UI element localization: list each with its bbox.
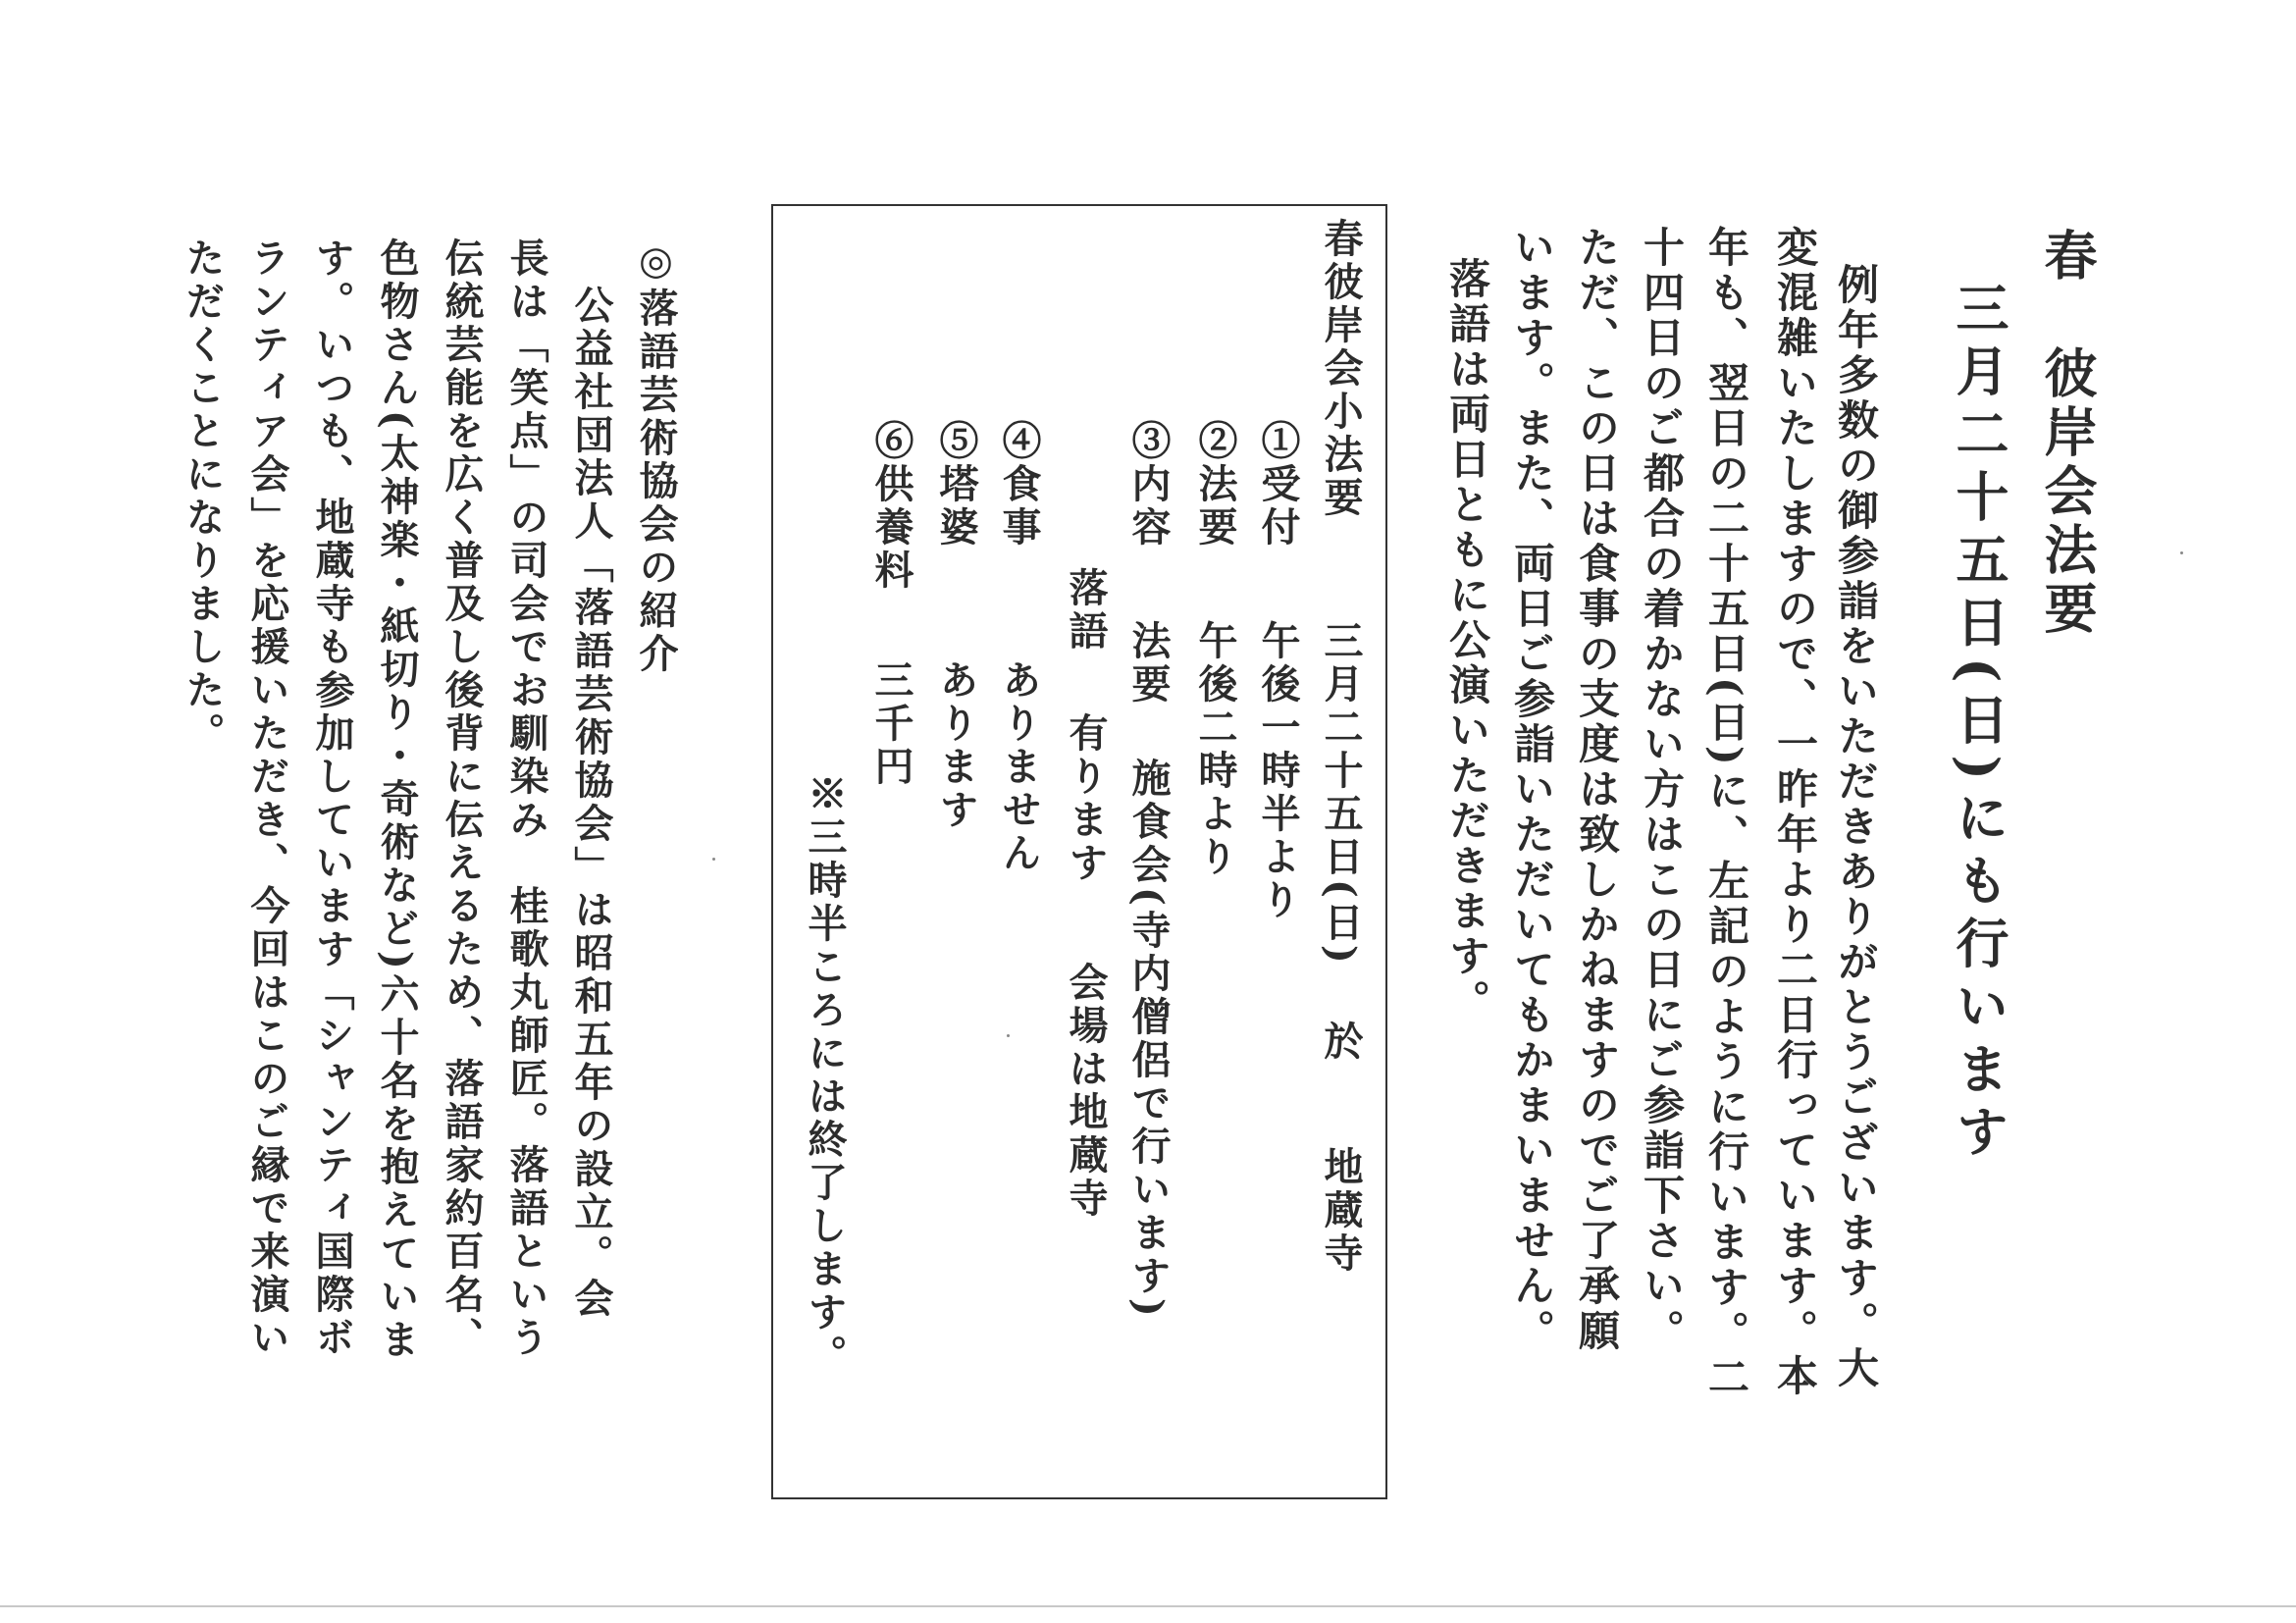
scan-speck xyxy=(1007,1034,1010,1037)
notice-item-value: 法要 xyxy=(1125,620,1172,707)
notice-item-label: ④食事 xyxy=(996,420,1042,550)
notice-heading: 春彼岸会小法要 xyxy=(1318,218,1364,520)
notice-item-value: ありません xyxy=(996,659,1042,875)
notice-item-label: ①受付 xyxy=(1255,420,1301,550)
rakugo-line: 色物さん(太神楽・紙切り・奇術など)六十名を抱えていま xyxy=(374,237,420,1362)
scan-speck xyxy=(2180,551,2183,554)
rakugo-heading: ◎落語芸術協会の紹介 xyxy=(633,237,679,676)
notice-item-value: 三千円 xyxy=(868,659,914,789)
page-title: 春 彼岸会法要 xyxy=(2036,228,2099,640)
notice-item-extra: 有ります xyxy=(1063,712,1109,885)
rakugo-line: ただくことになりました。 xyxy=(180,237,226,756)
notice-item-label: ⑤塔婆 xyxy=(933,420,979,550)
notice-item-extra: 会場は地蔵寺 xyxy=(1063,962,1109,1221)
notice-heading-place: 地蔵寺 xyxy=(1318,1146,1364,1276)
intro-line: 例年多数の御参詣をいただきありがとうございます。大 xyxy=(1832,263,1880,1391)
rakugo-line: 長は「笑点」の司会でお馴染み 桂歌丸師匠。落語という xyxy=(503,237,549,1360)
rakugo-line: 公益社団法人「落語芸術協会」は昭和五年の設立。会 xyxy=(568,285,614,1321)
notice-item-label: ③内容 xyxy=(1125,420,1172,550)
intro-line: 変混雑いたしますので、一昨年より二日行っています。本 xyxy=(1771,226,1819,1399)
notice-heading-place-prefix: 於 xyxy=(1318,1021,1364,1064)
notice-item-value: あります xyxy=(933,659,979,832)
notice-note: ※三時半ころには終了します。 xyxy=(802,773,848,1378)
intro-line: 十四日のご都合の着かない方はこの日にご参詣下さい。 xyxy=(1638,226,1686,1354)
notice-item-value: 午後二時より xyxy=(1192,620,1238,879)
page-subtitle: 三月二十五日(日)にも行います xyxy=(1948,281,2010,1168)
rakugo-line: ランティア会」を応援いただき、今回はこのご縁で来演い xyxy=(244,237,290,1360)
intro-line: 年も、翌日の二十五日(日)に、左記のように行います。二 xyxy=(1702,226,1750,1401)
notice-item-value: 午後一時半より xyxy=(1255,620,1301,922)
notice-item-extra: 施食会(寺内僧侶で行います) xyxy=(1125,758,1172,1321)
scan-speck xyxy=(712,858,715,861)
rakugo-line: 伝統芸能を広く普及し後背に伝えるため、落語家約百名、 xyxy=(439,237,485,1360)
notice-item-value: 落語 xyxy=(1063,567,1109,654)
scan-edge-line xyxy=(0,1605,2296,1607)
notice-item-label: ②法要 xyxy=(1192,420,1238,550)
intro-line: ただ、この日は食事の支度は致しかねますのでご了承願 xyxy=(1573,226,1621,1354)
notice-heading-date: 三月二十五日(日) xyxy=(1318,620,1364,968)
intro-line: います。また、両日ご参詣いただいてもかまいません。 xyxy=(1508,226,1556,1354)
notice-item-label: ⑥供養料 xyxy=(868,420,914,593)
rakugo-line: す。いつも、地蔵寺も参加しています「シャンティ国際ボ xyxy=(309,237,355,1360)
intro-line: 落語は両日ともに公演いただきます。 xyxy=(1443,257,1491,1024)
